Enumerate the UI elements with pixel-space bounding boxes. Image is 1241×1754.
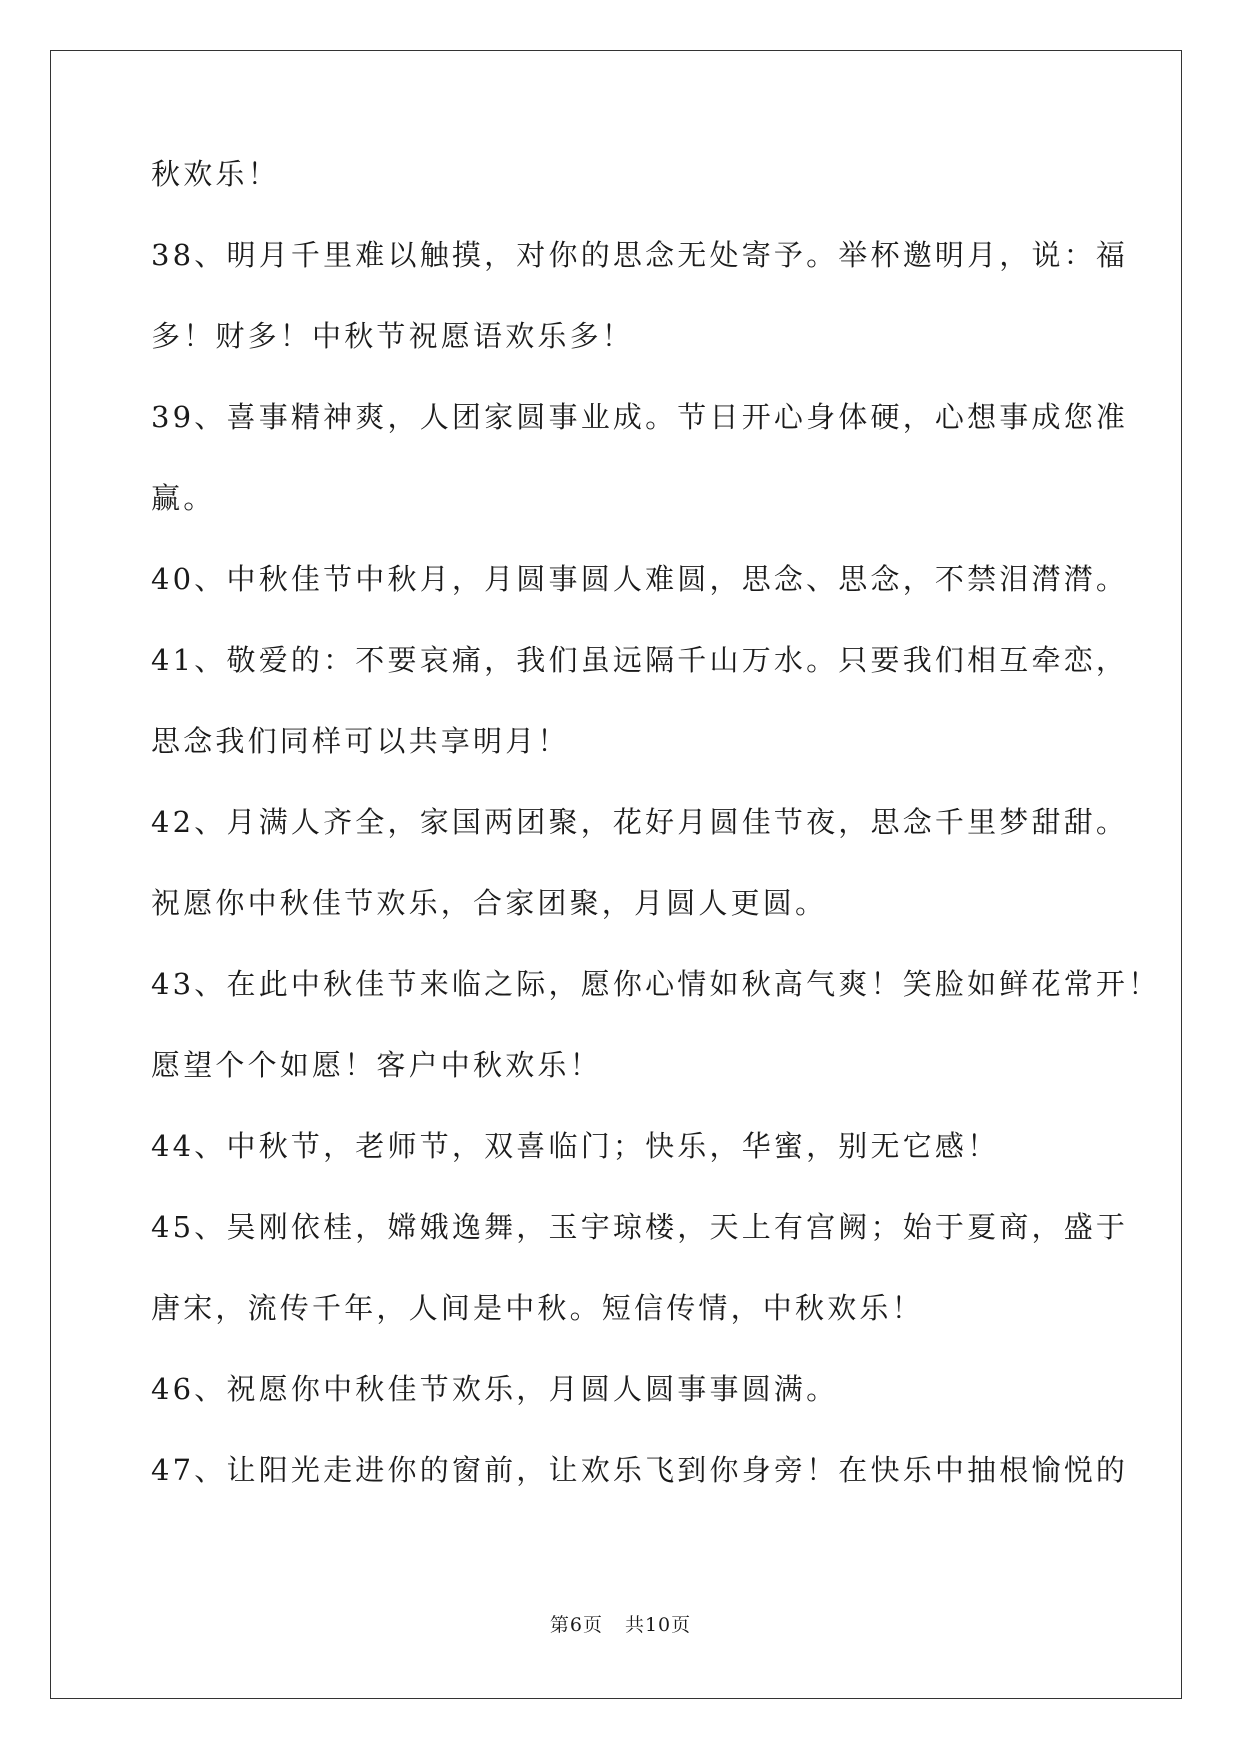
text-line-9: 42、月满人齐全，家国两团聚，花好月圆佳节夜，思念千里梦甜甜。 xyxy=(151,805,1129,839)
text-line-4: 39、喜事精神爽，人团家圆事业成。节日开心身体硬，心想事成您准 xyxy=(151,400,1129,434)
text-line-12: 愿望个个如愿！客户中秋欢乐！ xyxy=(151,1048,602,1082)
text-line-1: 秋欢乐！ xyxy=(151,157,280,191)
text-line-10: 祝愿你中秋佳节欢乐，合家团聚，月圆人更圆。 xyxy=(151,886,828,920)
text-line-15: 唐宋，流传千年，人间是中秋。短信传情，中秋欢乐！ xyxy=(151,1291,924,1325)
page-footer xyxy=(0,1612,1241,1638)
text-line-13: 44、中秋节，老师节，双喜临门；快乐，华蜜，别无它感！ xyxy=(151,1129,1000,1163)
text-line-14: 45、吴刚依桂，嫦娥逸舞，玉宇琼楼，天上有宫阙；始于夏商，盛于 xyxy=(151,1210,1129,1244)
text-line-6: 40、中秋佳节中秋月，月圆事圆人难圆，思念、思念，不禁泪潸潸。 xyxy=(151,562,1129,596)
text-line-2: 38、明月千里难以触摸，对你的思念无处寄予。举杯邀明月，说：福 xyxy=(151,238,1129,272)
text-line-16: 46、祝愿你中秋佳节欢乐，月圆人圆事事圆满。 xyxy=(151,1372,839,1406)
page-total: 共10页 xyxy=(624,1614,692,1636)
text-line-8: 思念我们同样可以共享明月！ xyxy=(151,724,570,758)
text-line-3: 多！财多！中秋节祝愿语欢乐多！ xyxy=(151,319,635,353)
text-line-5: 赢。 xyxy=(151,481,216,515)
page-number: 第6页 xyxy=(549,1614,603,1636)
text-line-11: 43、在此中秋佳节来临之际，愿你心情如秋高气爽！笑脸如鲜花常开！ xyxy=(151,967,1161,1001)
text-line-17: 47、让阳光走进你的窗前，让欢乐飞到你身旁！在快乐中抽根愉悦的 xyxy=(151,1453,1129,1487)
text-line-7: 41、敬爱的：不要哀痛，我们虽远隔千山万水。只要我们相互牵恋， xyxy=(151,643,1129,677)
